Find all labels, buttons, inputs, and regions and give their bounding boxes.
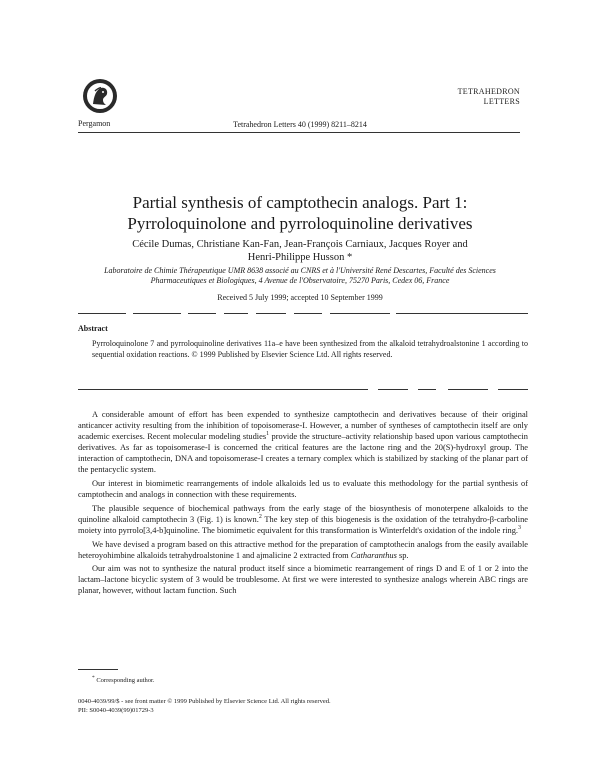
body-paragraph: Our aim was not to synthesize the natural product itself since a biomimetic rearrangement of rings D and E of 1 or 2 into the lactam–lactone bicyclic system of 3 would be troublesome. At first we were interested to synthesize analogs wherein ABC rings are planar, however, without lactam function. Such — [78, 564, 528, 596]
journal-name-line: LETTERS — [483, 97, 520, 106]
body-text: provide the structure–activity relationship based upon various camptothecin derivatives. As far as topoisomerase-I is concerned the critical features are the lactone ring and the 20(S)-hydroxyl group. The interaction of camptothecin, DNA and topoisomerase-I creates a ternary complex which is stabilized by stacking of the planar part of the pentacyclic system. — [78, 432, 528, 475]
body-text: We have devised a program based on this attractive method for the preparation of camptothecin analogs from the easily available heteroyohimbine alkaloids tetrahydroalstonine 1 and ajmalicine 2 extracted from — [78, 539, 528, 560]
affiliation-line: Pharmaceutiques et Biologiques, 4 Avenue de l'Observatoire, 75270 Paris, Cedex 06, France — [150, 276, 450, 285]
publisher-name: Pergamon — [78, 119, 111, 128]
footnote-text: Corresponding author. — [94, 677, 155, 685]
abstract-heading: Abstract — [78, 324, 108, 333]
body-text: sp. — [396, 550, 409, 560]
article-body — [78, 409, 528, 599]
title-line: Pyrroloquinolone and pyrroloquinoline derivatives — [127, 214, 473, 233]
authors-line: Cécile Dumas, Christiane Kan-Fan, Jean-François Carniaux, Jacques Royer and — [132, 239, 468, 250]
body-text: A considerable amount of effort has been expended to synthesize camptothecin and derivatives because of their original anticancer activity resulting from the inhibition of topoisomerase-I. However, a number of syntheses of camptothecin itself are only academic exercises. Recent molecular modeling studies — [78, 410, 528, 442]
article-title — [60, 192, 540, 234]
journal-name-line: TETRAHEDRON — [457, 87, 520, 96]
body-text: The plausible sequence of biochemical pathways from the early stage of the biosynthesis of monoterpene alkaloids to the quinoline alkaloid camptothecin 3 (Fig. 1) is known. — [78, 503, 528, 524]
received-dates: Received 5 July 1999; accepted 10 September 1999 — [217, 293, 383, 302]
citation-superscript: 1 — [266, 431, 270, 438]
author-list — [60, 238, 540, 264]
body-paragraph — [78, 539, 528, 561]
body-paragraph — [78, 409, 528, 476]
journal-reference: Tetrahedron Letters 40 (1999) 8211–8214 — [233, 120, 367, 129]
authors-line: Henri-Philippe Husson * — [247, 252, 353, 263]
abstract-paragraph: Pyrroloquinolone 7 and pyrroloquinoline derivatives 11a–e have been synthesized from the alkaloid tetrahydroalstonine 1 according to sequential oxidation reactions. © 1999 Published by Elsevier Science Ltd. All rights reserved. — [92, 339, 528, 359]
abstract-top-divider — [78, 313, 528, 315]
footnote — [92, 675, 154, 684]
footnote-mark: * — [92, 675, 95, 681]
header-divider — [78, 132, 520, 133]
copyright-block — [78, 697, 331, 715]
citation-superscript: 2 — [258, 514, 262, 521]
abstract-bottom-divider — [78, 389, 528, 391]
pergamon-logo-icon — [82, 78, 118, 114]
body-text: The key step of this biogenesis is the oxidation of the tetrahydro-β-carboline moiety into pyrrolo[3,4-b]quinoline. The biomimetic equivalent for this transformation is Winterfeldt's oxidation of the indole ring. — [78, 514, 528, 535]
body-paragraph — [78, 503, 528, 536]
affiliation — [60, 266, 540, 286]
affiliation-line: Laboratoire de Chimie Thérapeutique UMR 8638 associé au CNRS et à l'Université René Descartes, Faculté des Sciences — [104, 266, 496, 275]
body-italic-text: Catharanthus — [350, 550, 397, 560]
pii-line: PII: S0040-4039(99)01729-3 — [78, 707, 154, 714]
body-paragraph: Our interest in biomimetic rearrangements of indole alkaloids led us to evaluate this methodology for the partial synthesis of camptothecin and analogs in connection with these requirements. — [78, 479, 528, 500]
footnote-divider — [78, 669, 118, 670]
copyright-line: 0040-4039/99/$ - see front matter © 1999 Published by Elsevier Science Ltd. All rights reserved. — [78, 698, 331, 705]
citation-superscript: 3 — [518, 525, 521, 532]
journal-name — [458, 87, 520, 107]
abstract-text — [92, 338, 528, 360]
title-line: Partial synthesis of camptothecin analogs. Part 1: — [132, 193, 468, 212]
